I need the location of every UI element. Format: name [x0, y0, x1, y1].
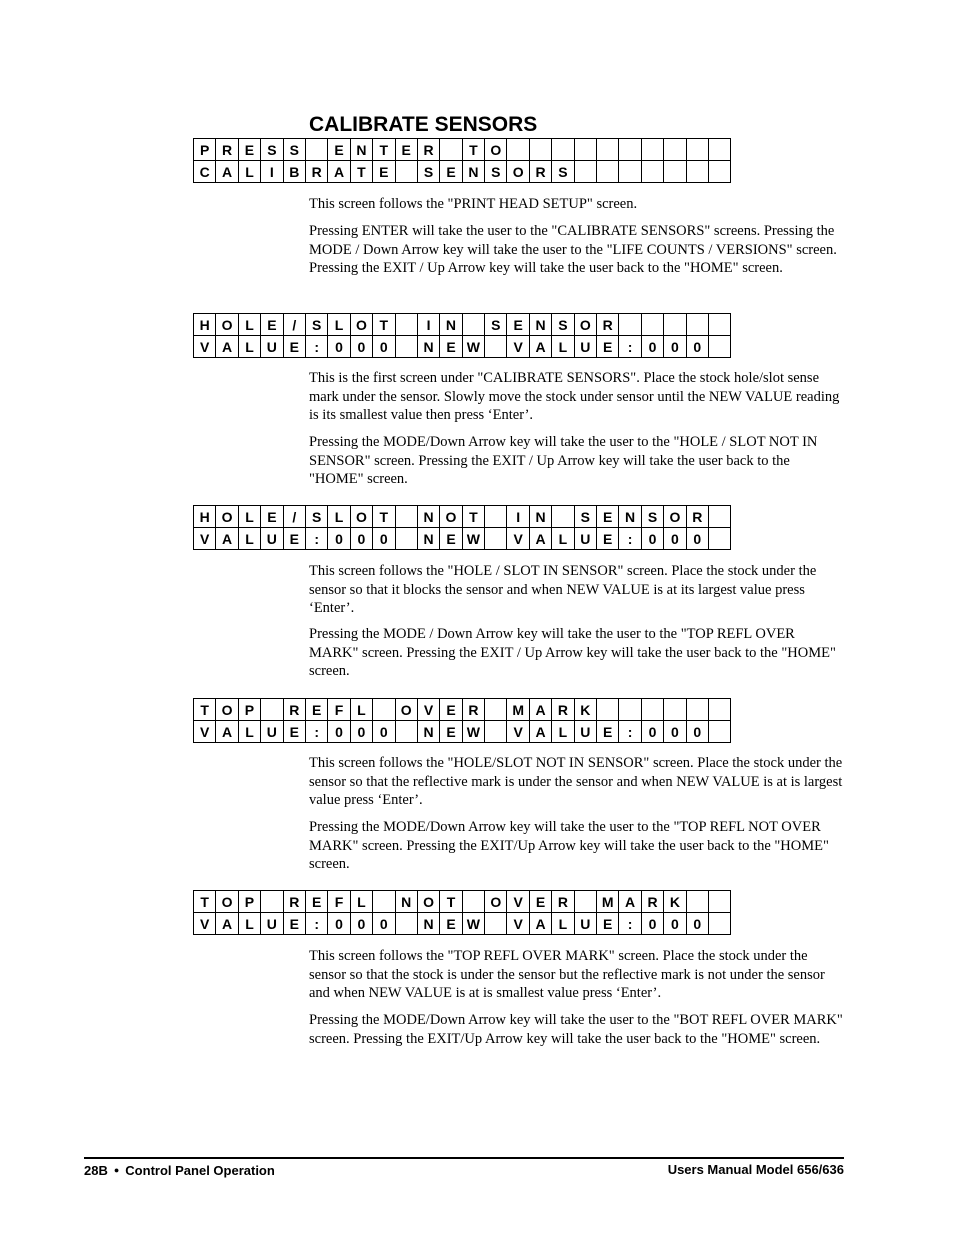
lcd-cell [395, 314, 417, 336]
lcd-cell [708, 314, 730, 336]
lcd-cell: 0 [328, 913, 350, 935]
lcd-cell: / [283, 506, 305, 528]
lcd-cell: T [462, 139, 484, 161]
lcd-cell: E [440, 699, 462, 721]
lcd-cell: F [328, 699, 350, 721]
lcd-cell: : [619, 336, 641, 358]
lcd-cell: O [216, 699, 238, 721]
lcd-cell: W [462, 528, 484, 550]
lcd-cell: N [529, 314, 551, 336]
lcd-cell [641, 139, 663, 161]
lcd-cell: A [529, 721, 551, 743]
lcd-cell: 0 [686, 721, 708, 743]
footer-section: Control Panel Operation [125, 1163, 275, 1178]
paragraph: This screen follows the "PRINT HEAD SETUP" screen. [309, 196, 638, 212]
lcd-cell [686, 161, 708, 183]
lcd-cell: O [350, 506, 372, 528]
lcd-cell: 0 [373, 336, 395, 358]
lcd-cell: L [238, 314, 260, 336]
lcd-cell: C [194, 161, 216, 183]
lcd-cell: F [328, 891, 350, 913]
lcd-cell [395, 336, 417, 358]
lcd-cell: R [552, 891, 574, 913]
lcd-cell: O [574, 314, 596, 336]
lcd-cell: A [619, 891, 641, 913]
lcd-cell [261, 891, 283, 913]
lcd-cell: U [574, 336, 596, 358]
lcd-cell: U [261, 913, 283, 935]
lcd-cell: : [619, 721, 641, 743]
lcd-cell [485, 336, 507, 358]
lcd-cell: A [216, 161, 238, 183]
lcd-row [194, 139, 731, 161]
lcd-cell: N [395, 891, 417, 913]
lcd-row [194, 314, 731, 336]
lcd-cell: O [485, 891, 507, 913]
lcd-cell [485, 721, 507, 743]
lcd-cell: A [216, 721, 238, 743]
lcd-cell [641, 699, 663, 721]
lcd-cell: O [440, 506, 462, 528]
lcd-row [194, 506, 731, 528]
lcd-cell: 0 [328, 336, 350, 358]
lcd-cell: A [328, 161, 350, 183]
lcd-cell: L [350, 891, 372, 913]
lcd-cell [619, 139, 641, 161]
lcd-cell: V [507, 891, 529, 913]
lcd-cell: 0 [664, 721, 686, 743]
lcd-cell: R [283, 699, 305, 721]
lcd-cell: 0 [350, 336, 372, 358]
lcd-cell: 0 [350, 721, 372, 743]
lcd-cell: S [574, 506, 596, 528]
lcd-row [194, 913, 731, 935]
lcd-cell [574, 891, 596, 913]
lcd-cell: V [507, 721, 529, 743]
lcd-cell: R [216, 139, 238, 161]
lcd-cell [574, 161, 596, 183]
lcd-cell: R [417, 139, 439, 161]
lcd-cell [462, 314, 484, 336]
lcd-cell: T [350, 161, 372, 183]
lcd-cell: S [552, 161, 574, 183]
lcd-cell: H [194, 314, 216, 336]
lcd-cell: E [283, 721, 305, 743]
lcd-cell: E [597, 721, 619, 743]
lcd-cell: T [373, 139, 395, 161]
lcd-cell: S [485, 314, 507, 336]
lcd-cell: V [194, 721, 216, 743]
lcd-cell [708, 336, 730, 358]
lcd-cell [485, 528, 507, 550]
lcd-cell: L [552, 528, 574, 550]
lcd-cell [529, 139, 551, 161]
lcd-cell: V [194, 528, 216, 550]
lcd-cell: E [305, 699, 327, 721]
lcd-cell: U [574, 913, 596, 935]
lcd-row [194, 699, 731, 721]
paragraph: Pressing the MODE/Down Arrow key will take the user to the "BOT REFL OVER MARK" screen. Pressing the EXIT/Up Arrow key will take the user back to the "HOME" screen. [309, 1012, 843, 1047]
lcd-cell: A [529, 336, 551, 358]
lcd-cell: V [507, 528, 529, 550]
lcd-cell: 0 [641, 528, 663, 550]
lcd-cell: A [529, 913, 551, 935]
lcd-cell: O [395, 699, 417, 721]
lcd-cell: N [417, 721, 439, 743]
lcd-cell: 0 [641, 336, 663, 358]
lcd-cell [708, 699, 730, 721]
lcd-cell: E [597, 913, 619, 935]
lcd-cell: L [238, 721, 260, 743]
lcd-cell: N [440, 314, 462, 336]
lcd-cell: S [305, 314, 327, 336]
lcd-cell [574, 139, 596, 161]
lcd-cell: E [507, 314, 529, 336]
lcd-cell: E [440, 721, 462, 743]
lcd-display-press-enter [193, 138, 731, 183]
lcd-cell: L [238, 336, 260, 358]
lcd-cell: N [462, 161, 484, 183]
footer-left [84, 1162, 275, 1179]
lcd-cell: S [283, 139, 305, 161]
lcd-cell: E [597, 336, 619, 358]
paragraph: Pressing the MODE / Down Arrow key will take the user to the "TOP REFL OVER MARK" screen. Pressing the EXIT / Up Arrow key will take the user back to the "HOME" screen. [309, 626, 836, 679]
lcd-cell: 0 [350, 913, 372, 935]
lcd-cell: 0 [686, 336, 708, 358]
lcd-cell: V [417, 699, 439, 721]
lcd-cell: W [462, 336, 484, 358]
lcd-cell [641, 161, 663, 183]
lcd-cell [708, 161, 730, 183]
lcd-cell: R [686, 506, 708, 528]
lcd-cell: S [417, 161, 439, 183]
lcd-cell: T [194, 699, 216, 721]
lcd-cell: A [216, 336, 238, 358]
lcd-cell [708, 913, 730, 935]
lcd-cell: R [641, 891, 663, 913]
lcd-cell: E [440, 528, 462, 550]
lcd-cell: T [462, 506, 484, 528]
lcd-cell: H [194, 506, 216, 528]
lcd-cell: E [440, 913, 462, 935]
lcd-cell: R [529, 161, 551, 183]
lcd-cell: N [619, 506, 641, 528]
lcd-cell: R [462, 699, 484, 721]
lcd-cell [261, 699, 283, 721]
lcd-cell: I [507, 506, 529, 528]
lcd-cell: R [305, 161, 327, 183]
lcd-cell [708, 528, 730, 550]
lcd-cell: O [350, 314, 372, 336]
lcd-cell: V [194, 913, 216, 935]
lcd-cell [641, 314, 663, 336]
lcd-cell: E [305, 891, 327, 913]
lcd-cell [485, 913, 507, 935]
lcd-cell: R [552, 699, 574, 721]
lcd-cell [462, 891, 484, 913]
lcd-cell: P [194, 139, 216, 161]
lcd-cell: V [507, 336, 529, 358]
lcd-cell: L [238, 161, 260, 183]
lcd-cell: A [216, 528, 238, 550]
lcd-cell [373, 699, 395, 721]
lcd-cell: 0 [373, 528, 395, 550]
paragraph: Pressing the MODE/Down Arrow key will take the user to the "TOP REFL NOT OVER MARK" screen. Pressing the EXIT/Up Arrow key will take the user back to the "HOME" screen. [309, 819, 829, 872]
lcd-cell [664, 314, 686, 336]
lcd-cell: U [261, 336, 283, 358]
lcd-cell [686, 891, 708, 913]
lcd-cell: 0 [373, 721, 395, 743]
lcd-cell: E [261, 506, 283, 528]
lcd-cell [708, 891, 730, 913]
lcd-cell: E [283, 336, 305, 358]
lcd-cell: E [440, 161, 462, 183]
lcd-cell: : [619, 528, 641, 550]
lcd-cell: 0 [641, 721, 663, 743]
lcd-cell [395, 528, 417, 550]
lcd-cell: R [283, 891, 305, 913]
lcd-cell: O [216, 314, 238, 336]
lcd-cell: 0 [664, 528, 686, 550]
lcd-cell: P [238, 699, 260, 721]
lcd-cell [597, 699, 619, 721]
lcd-cell: S [261, 139, 283, 161]
lcd-cell: N [417, 913, 439, 935]
lcd-cell: 0 [373, 913, 395, 935]
lcd-cell [395, 721, 417, 743]
paragraph: This is the first screen under "CALIBRATE SENSORS". Place the stock hole/slot sense mark under the sensor. Slowly move the stock under sensor until the NEW VALUE reading is its smallest value then press ‘Enter’. [309, 370, 840, 423]
lcd-cell [708, 139, 730, 161]
bullet-icon: ● [113, 1165, 120, 1175]
lcd-cell: L [350, 699, 372, 721]
lcd-cell: S [305, 506, 327, 528]
lcd-cell: L [328, 506, 350, 528]
lcd-cell: O [417, 891, 439, 913]
lcd-cell: S [485, 161, 507, 183]
lcd-cell: I [417, 314, 439, 336]
footer-rule [84, 1157, 844, 1159]
lcd-cell: / [283, 314, 305, 336]
lcd-cell [686, 314, 708, 336]
footer-manual-title: Users Manual Model 656/636 [667, 1162, 844, 1177]
paragraph: Pressing ENTER will take the user to the "CALIBRATE SENSORS" screens. Pressing the MODE / Down Arrow key will take the user to the "LIFE COUNTS / VERSIONS" screen. Pressing the EXIT / Up Arrow key will take the user back to the "HOME" screen. [309, 223, 837, 276]
lcd-cell [619, 161, 641, 183]
lcd-row [194, 721, 731, 743]
lcd-cell: E [328, 139, 350, 161]
lcd-cell: E [597, 528, 619, 550]
lcd-cell: 0 [664, 336, 686, 358]
lcd-cell [373, 891, 395, 913]
lcd-cell: O [507, 161, 529, 183]
lcd-cell: A [529, 699, 551, 721]
lcd-cell: S [641, 506, 663, 528]
lcd-cell: 0 [664, 913, 686, 935]
lcd-cell: N [417, 336, 439, 358]
lcd-cell: M [507, 699, 529, 721]
lcd-cell [619, 699, 641, 721]
lcd-cell [664, 699, 686, 721]
lcd-cell: L [328, 314, 350, 336]
lcd-cell: E [283, 913, 305, 935]
lcd-cell: N [350, 139, 372, 161]
lcd-cell [686, 699, 708, 721]
lcd-cell: T [440, 891, 462, 913]
lcd-display-hole-slot-not-in-sensor [193, 505, 731, 550]
lcd-cell [664, 139, 686, 161]
lcd-cell [552, 506, 574, 528]
lcd-cell [395, 913, 417, 935]
lcd-cell: N [417, 528, 439, 550]
lcd-cell: M [597, 891, 619, 913]
lcd-cell: U [261, 528, 283, 550]
lcd-cell: U [574, 721, 596, 743]
page-title: CALIBRATE SENSORS [309, 113, 538, 136]
lcd-display-top-refl-not-over-mark [193, 890, 731, 935]
lcd-cell: A [529, 528, 551, 550]
lcd-cell [708, 721, 730, 743]
lcd-display-top-refl-over-mark [193, 698, 731, 743]
lcd-cell: E [238, 139, 260, 161]
lcd-cell: E [529, 891, 551, 913]
lcd-cell: : [619, 913, 641, 935]
lcd-cell: E [440, 336, 462, 358]
lcd-cell [597, 139, 619, 161]
paragraph: Pressing the MODE/Down Arrow key will take the user to the "HOLE / SLOT NOT IN SENSOR" screen. Pressing the EXIT / Up Arrow key will take the user back to the "HOME" screen. [309, 434, 818, 487]
lcd-cell: R [597, 314, 619, 336]
lcd-cell [597, 161, 619, 183]
lcd-cell: 0 [641, 913, 663, 935]
lcd-cell: 0 [686, 913, 708, 935]
lcd-cell: W [462, 913, 484, 935]
lcd-cell: L [238, 528, 260, 550]
lcd-row [194, 336, 731, 358]
lcd-row [194, 891, 731, 913]
lcd-cell: L [552, 721, 574, 743]
lcd-cell: 0 [686, 528, 708, 550]
lcd-cell: B [283, 161, 305, 183]
lcd-cell: O [664, 506, 686, 528]
lcd-cell: V [507, 913, 529, 935]
lcd-cell: K [664, 891, 686, 913]
paragraph: This screen follows the "HOLE / SLOT IN SENSOR" screen. Place the stock under the sensor so that it blocks the sensor and when NEW VALUE is at its largest value press ‘Enter’. [309, 563, 817, 616]
lcd-cell: 0 [328, 721, 350, 743]
lcd-cell [664, 161, 686, 183]
lcd-display-hole-slot-in-sensor [193, 313, 731, 358]
lcd-cell: N [529, 506, 551, 528]
lcd-cell [552, 139, 574, 161]
paragraph: This screen follows the "TOP REFL OVER MARK" screen. Place the stock under the sensor so that the stock is under the sensor but the reflective mark is not under the sensor and when NEW VALUE is at is smallest value press ‘Enter’. [309, 948, 825, 1001]
lcd-cell: L [552, 913, 574, 935]
lcd-cell: E [283, 528, 305, 550]
lcd-cell [485, 699, 507, 721]
lcd-cell: S [552, 314, 574, 336]
lcd-cell: U [261, 721, 283, 743]
lcd-cell [485, 506, 507, 528]
lcd-cell: N [417, 506, 439, 528]
lcd-cell [395, 506, 417, 528]
lcd-row [194, 161, 731, 183]
lcd-row [194, 528, 731, 550]
lcd-cell: 0 [350, 528, 372, 550]
lcd-cell: O [216, 891, 238, 913]
lcd-cell: U [574, 528, 596, 550]
lcd-cell: L [238, 913, 260, 935]
lcd-cell: E [373, 161, 395, 183]
lcd-cell [440, 139, 462, 161]
lcd-cell: P [238, 891, 260, 913]
lcd-cell: E [395, 139, 417, 161]
lcd-cell: L [552, 336, 574, 358]
lcd-cell [686, 139, 708, 161]
lcd-cell: T [373, 506, 395, 528]
lcd-cell [507, 139, 529, 161]
lcd-cell: T [373, 314, 395, 336]
lcd-cell: W [462, 721, 484, 743]
lcd-cell [305, 139, 327, 161]
lcd-cell: O [485, 139, 507, 161]
paragraph: This screen follows the "HOLE/SLOT NOT IN SENSOR" screen. Place the stock under the sensor so that the reflective mark is under the sensor and when NEW VALUE is at is largest value press ‘Enter’. [309, 755, 843, 808]
lcd-cell: I [261, 161, 283, 183]
lcd-cell: A [216, 913, 238, 935]
lcd-cell: : [305, 721, 327, 743]
page-number: 28B [84, 1163, 108, 1178]
lcd-cell: E [261, 314, 283, 336]
lcd-cell: : [305, 336, 327, 358]
lcd-cell: T [194, 891, 216, 913]
lcd-cell: 0 [328, 528, 350, 550]
lcd-cell: : [305, 913, 327, 935]
lcd-cell: : [305, 528, 327, 550]
lcd-cell: V [194, 336, 216, 358]
lcd-cell [708, 506, 730, 528]
lcd-cell: L [238, 506, 260, 528]
lcd-cell: K [574, 699, 596, 721]
lcd-cell: E [597, 506, 619, 528]
lcd-cell [619, 314, 641, 336]
lcd-cell [395, 161, 417, 183]
lcd-cell: O [216, 506, 238, 528]
